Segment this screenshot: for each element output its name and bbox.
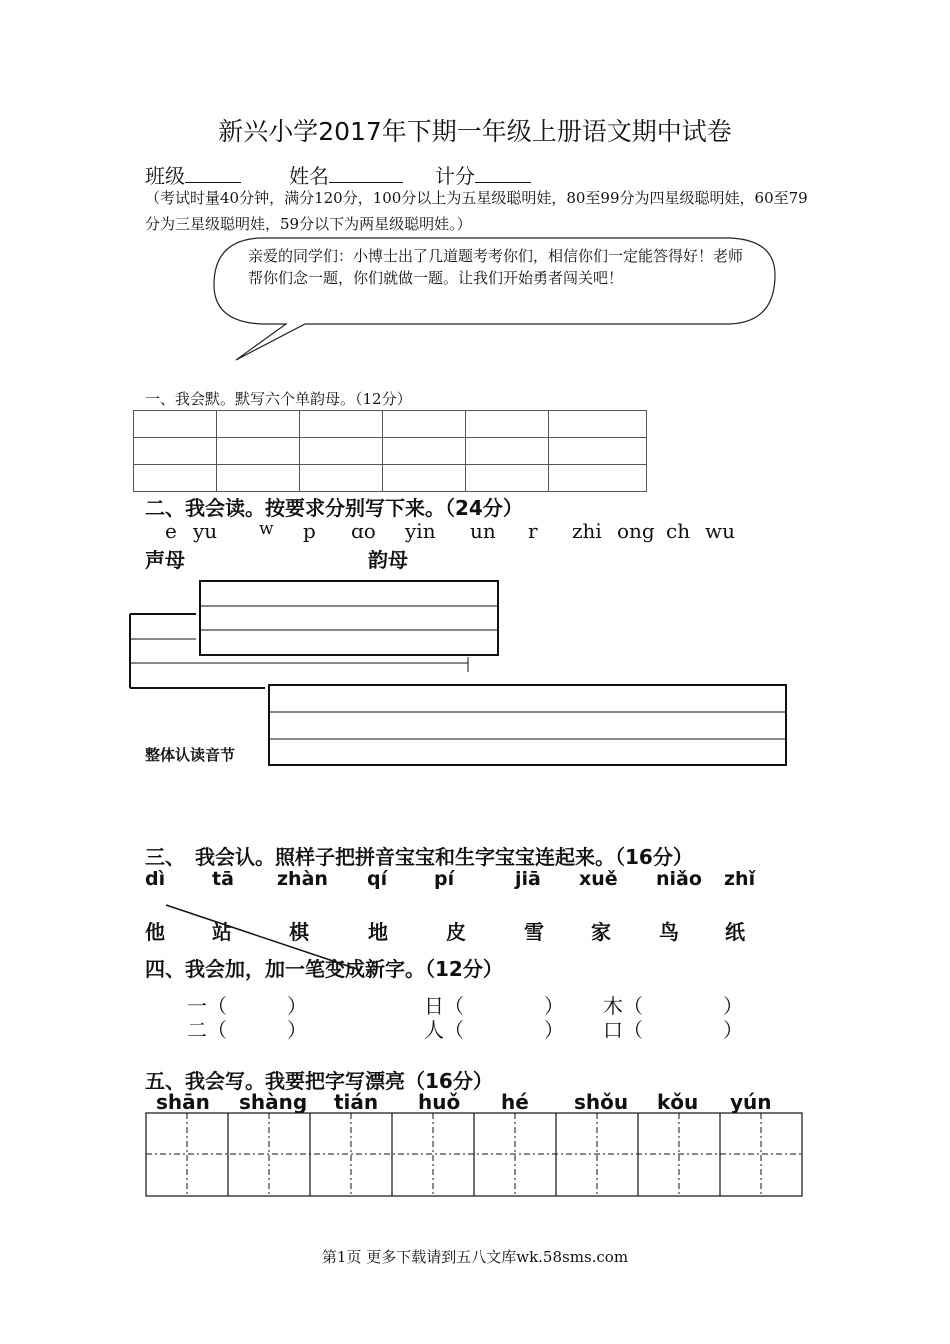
write-pinyin: hé <box>501 1090 529 1114</box>
write-pinyin: tián <box>334 1090 379 1114</box>
pinyin-item[interactable]: dì <box>145 868 166 890</box>
write-pinyin: kǒu <box>657 1090 699 1114</box>
syllable: un <box>470 519 496 543</box>
syllable: ong <box>617 519 655 543</box>
answer-cell[interactable] <box>466 411 549 438</box>
write-pinyin: huǒ <box>418 1090 461 1114</box>
answer-cell[interactable] <box>300 411 383 438</box>
score-label: 计分 <box>435 164 475 188</box>
answer-cell[interactable] <box>217 411 300 438</box>
add-stroke-item[interactable]: 人（ ） <box>424 1018 564 1042</box>
add-stroke-item[interactable]: 木（ ） <box>603 994 743 1018</box>
pinyin-item[interactable]: zhǐ <box>724 868 756 890</box>
syllable: w <box>259 519 274 539</box>
pinyin-item[interactable]: xuě <box>579 868 618 890</box>
page-footer: 第1页 更多下载请到五八文库wk.58sms.com <box>321 1248 629 1266</box>
name-label: 姓名 <box>289 164 329 188</box>
class-label: 班级 <box>145 164 185 188</box>
add-stroke-item[interactable]: 一（ ） <box>187 994 307 1018</box>
section1-heading: 一、我会默。默写六个单韵母。（12分） <box>145 390 412 408</box>
write-pinyin: yún <box>730 1090 772 1114</box>
yunmu-label: 韵母 <box>368 548 408 572</box>
section3-heading: 三、 我会认。照样子把拼音宝宝和生字宝宝连起来。（16分） <box>145 845 693 869</box>
write-pinyin: shàng <box>239 1090 308 1114</box>
syllable: yin <box>405 519 436 543</box>
write-pinyin: shān <box>156 1090 210 1114</box>
pinyin-item[interactable]: pí <box>434 868 455 890</box>
pinyin-item[interactable]: qí <box>367 868 388 890</box>
answer-cell[interactable] <box>134 411 217 438</box>
syllable: ch <box>666 519 691 543</box>
char-item[interactable]: 站 <box>212 920 232 944</box>
answer-cell[interactable] <box>549 411 647 438</box>
pinyin-item[interactable]: niǎo <box>656 868 702 890</box>
pinyin-item[interactable]: jiā <box>515 868 541 890</box>
syllable: yu <box>193 519 218 543</box>
shengmu-label: 声母 <box>145 548 185 572</box>
bubble-text: 亲爱的同学们：小博士出了几道题考考你们，相信你们一定能答得好！老师帮你们念一题，你们就做一题。让我们开始勇者闯关吧！ <box>248 247 744 287</box>
syllable: e <box>165 519 177 543</box>
section1-grid <box>133 410 647 492</box>
char-item[interactable]: 家 <box>591 920 611 944</box>
writing-grid <box>146 1113 802 1196</box>
syllable: r <box>528 519 538 543</box>
char-item[interactable]: 他 <box>145 920 165 944</box>
section2-heading: 二、我会读。按要求分别写下来。（24分） <box>145 496 523 520</box>
classification-bracket <box>130 581 786 765</box>
syllable: p <box>303 519 316 543</box>
syllable: ɑo <box>351 519 376 543</box>
zhengti-label: 整体认读音节 <box>145 746 236 764</box>
pinyin-item[interactable]: tā <box>212 868 234 890</box>
char-item[interactable]: 棋 <box>289 920 309 944</box>
pinyin-item[interactable]: zhàn <box>277 868 328 890</box>
char-item[interactable]: 皮 <box>446 920 466 944</box>
page-title: 新兴小学2017年下期一年级上册语文期中试卷 <box>218 117 732 146</box>
section4-heading: 四、我会加，加一笔变成新字。（12分） <box>145 957 503 981</box>
char-item[interactable]: 地 <box>368 920 388 944</box>
write-pinyin: shǒu <box>574 1090 629 1114</box>
char-item[interactable]: 鸟 <box>659 920 679 944</box>
add-stroke-item[interactable]: 口（ ） <box>603 1018 743 1042</box>
answer-cell[interactable] <box>383 411 466 438</box>
add-stroke-item[interactable]: 日（ ） <box>424 994 564 1018</box>
syllable: wu <box>705 519 735 543</box>
char-item[interactable]: 纸 <box>725 920 745 944</box>
syllable: zhi <box>572 519 602 543</box>
exam-note: （考试时量40分钟，满分120分，100分以上为五星级聪明娃，80至99分为四星级聪明娃，60至79分为三星级聪明娃，59分以下为两星级聪明娃。） <box>145 189 808 233</box>
add-stroke-item[interactable]: 二（ ） <box>187 1018 307 1042</box>
section5-heading: 五、我会写。我要把字写漂亮（16分） <box>145 1069 493 1093</box>
char-item[interactable]: 雪 <box>524 920 544 944</box>
